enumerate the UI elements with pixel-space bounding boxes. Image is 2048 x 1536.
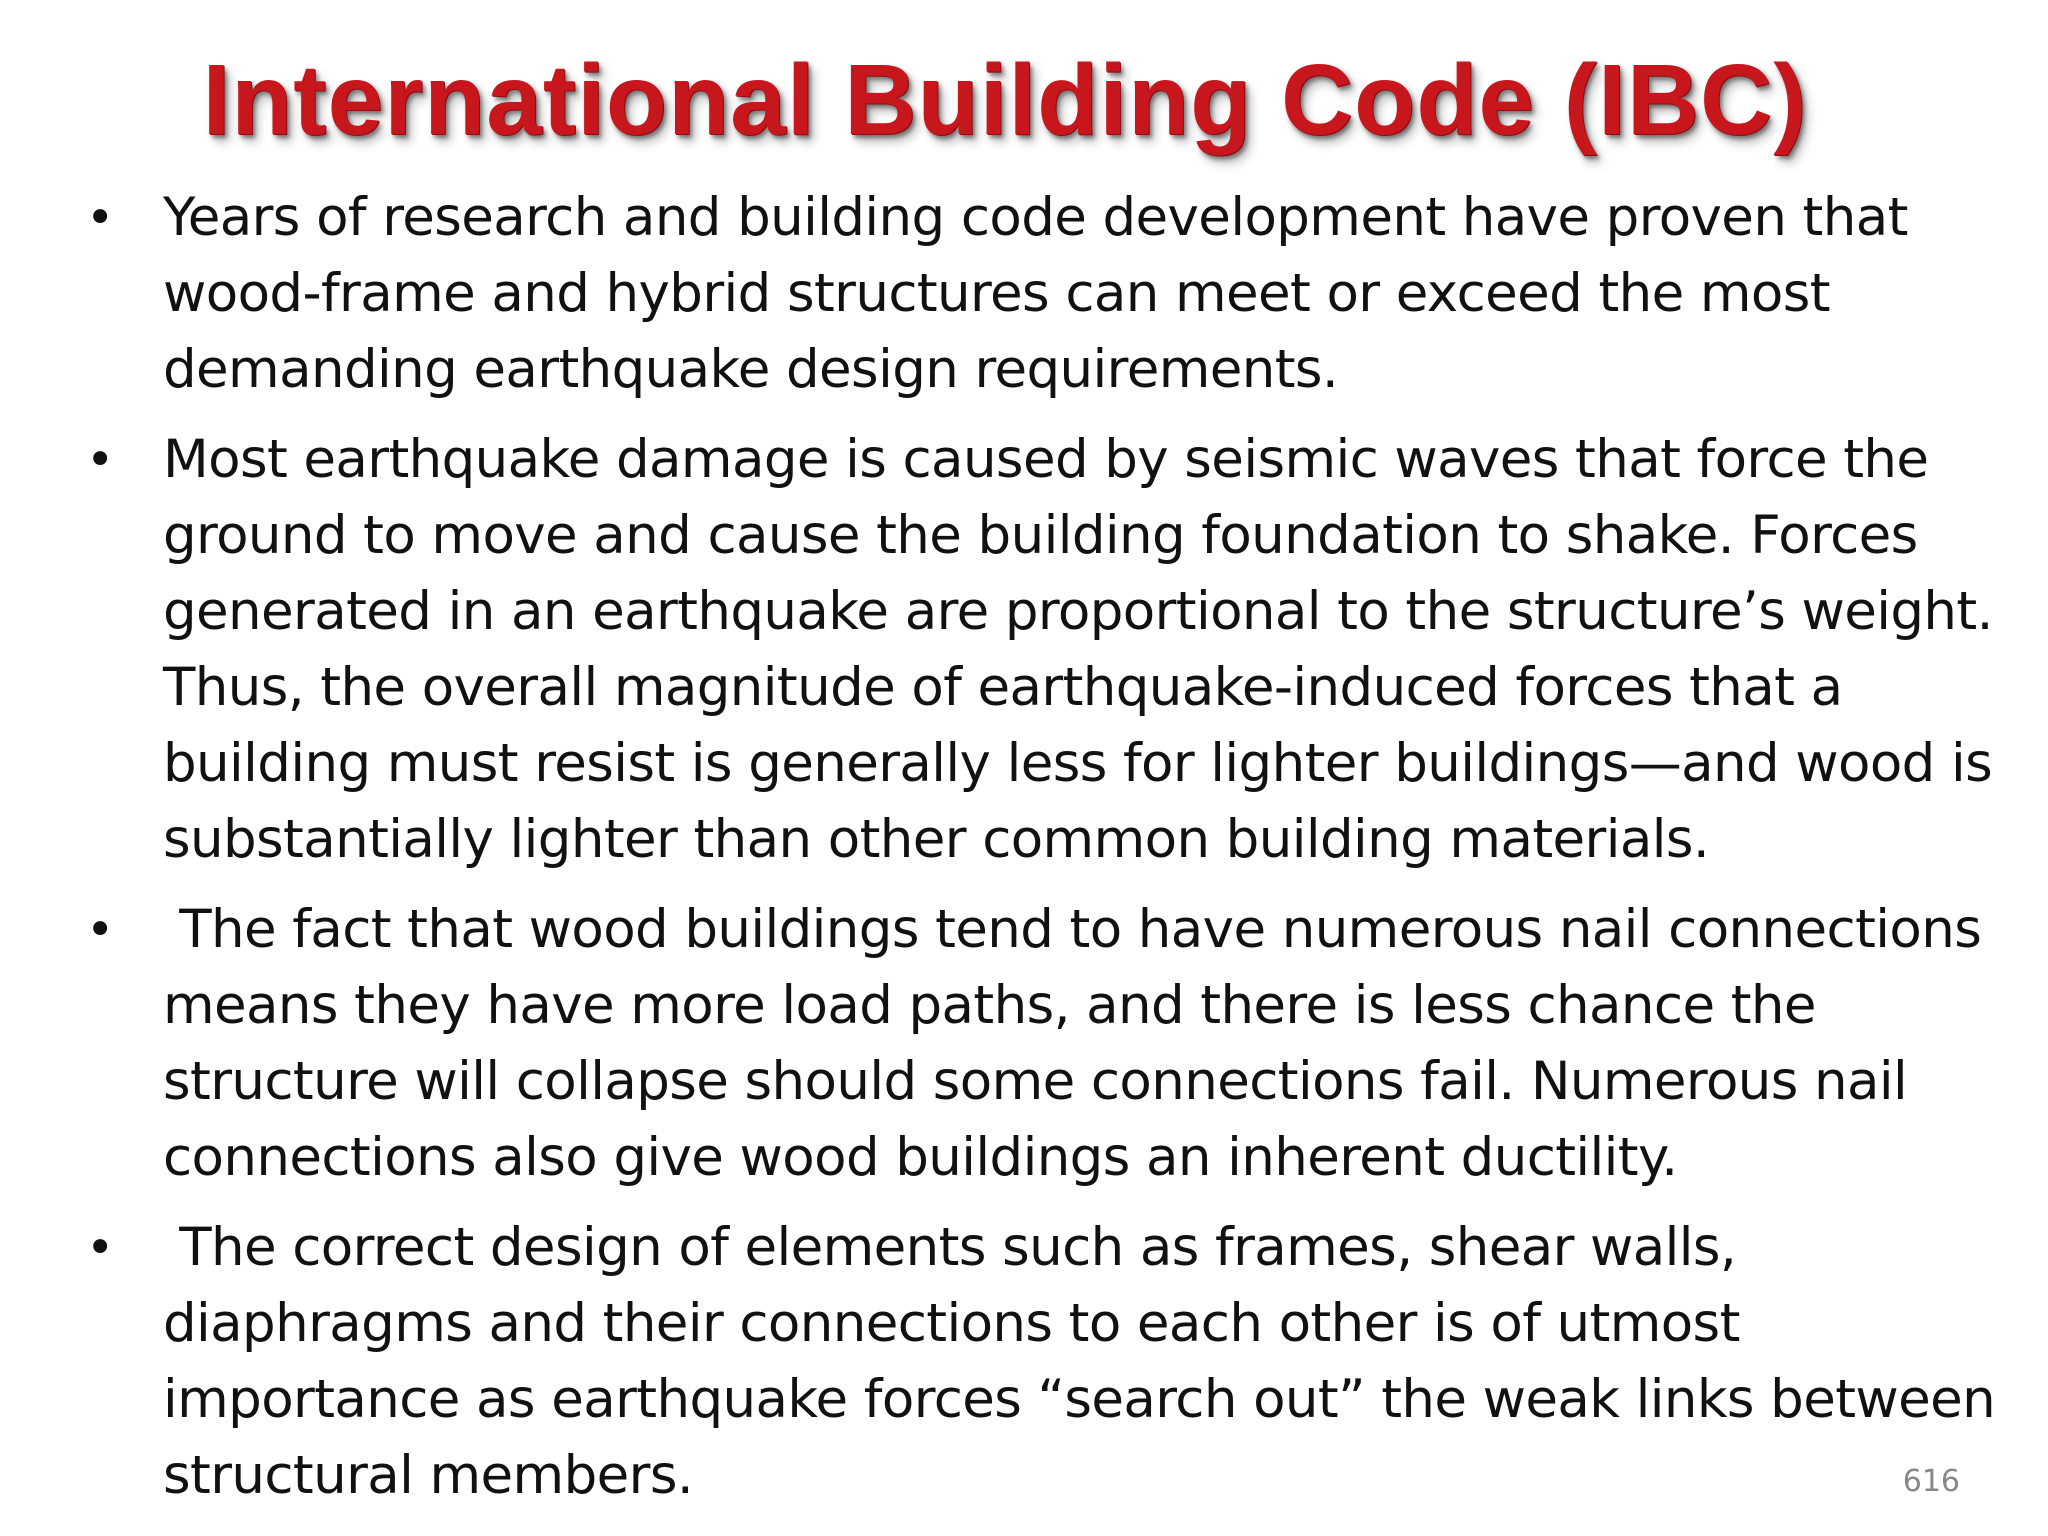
bullet-item: [0, 180, 2048, 408]
bullet-text: The correct design of elements such as frames, shear walls, diaphragms and their connections to each other is of utmost importance as earthquake forces “search out” the weak links between structural members.: [163, 1217, 2012, 1506]
slide-title: International Building Code (IBC): [202, 44, 1808, 156]
bullet-item: [0, 1210, 2048, 1514]
bullet-dot-icon: •: [86, 432, 115, 488]
page-number: 616: [1902, 1464, 1960, 1499]
bullet-text: Most earthquake damage is caused by seismic waves that force the ground to move and cause the building foundation to shake. Forces generated in an earthquake are proportional to the structure’s weight. Thus, the overall magnitude of earthquake-induced forces that a building must resist is generally less for lighter buildings—and wood is substantially lighter than other common building materials.: [163, 429, 2010, 870]
bullet-list: [0, 180, 2048, 1528]
bullet-dot-icon: •: [86, 1220, 115, 1276]
bullet-item: [0, 422, 2048, 878]
bullet-text: The fact that wood buildings tend to have numerous nail connections means they have more load paths, and there is less chance the structure will collapse should some connections fail. Numerous nail connections also give wood buildings an inherent ductility.: [163, 899, 1998, 1188]
bullet-dot-icon: •: [86, 190, 115, 246]
bullet-dot-icon: •: [86, 902, 115, 958]
bullet-item: [0, 892, 2048, 1196]
bullet-text: Years of research and building code development have proven that wood-frame and hybrid structures can meet or exceed the most demanding earthquake design requirements.: [163, 187, 1925, 400]
